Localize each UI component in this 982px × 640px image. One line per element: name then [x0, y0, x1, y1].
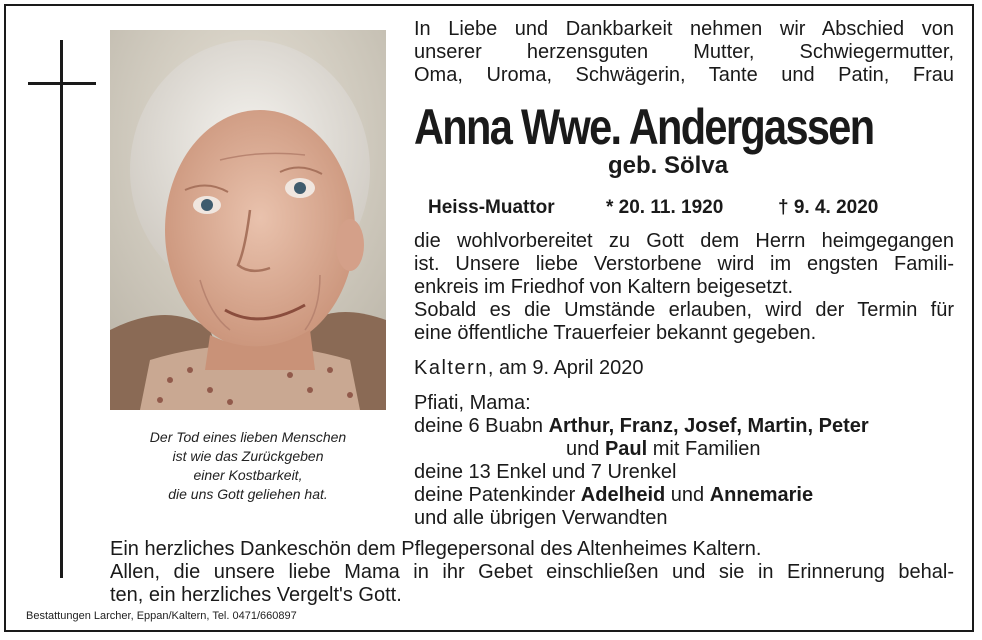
quote-line: einer Kostbarkeit,	[193, 467, 303, 483]
thanks-line: Allen, die unsere liebe Mama in ihr Gebet einschließen und sie in Erinnerung behal-	[110, 561, 954, 583]
nickname: Heiss-Muattor	[428, 197, 555, 218]
intro-text	[414, 18, 954, 87]
portrait-photo	[110, 30, 386, 410]
place-date	[414, 357, 644, 380]
family-line-sons	[414, 415, 954, 438]
memorial-quote	[110, 428, 386, 504]
body-line: enkreis im Friedhof von Kaltern beigesetzt.	[414, 276, 794, 298]
thanks-line: Ein herzliches Dankeschön dem Pflegepersonal des Altenheimes Kaltern.	[110, 538, 762, 560]
intro-line: unserer herzensguten Mutter, Schwiegermutter,	[414, 41, 954, 63]
dates-row	[428, 196, 928, 220]
sons2-suffix: mit Familien	[647, 438, 761, 460]
body-line: Sobald es die Umstände erlauben, wird der Termin für	[414, 299, 954, 321]
quote-line: ist wie das Zurückgeben	[172, 448, 324, 464]
thanks-text	[110, 538, 954, 607]
sons2-prefix: und	[566, 438, 605, 460]
godchildren-prefix: deine Patenkinder	[414, 484, 581, 506]
quote-line: die uns Gott geliehen hat.	[168, 486, 328, 502]
deceased-name: Anna Wwe. Andergassen	[414, 99, 874, 155]
born-name: geb. Sölva	[608, 152, 729, 179]
place-name: Kaltern	[414, 357, 488, 379]
family-line-grandchildren: deine 13 Enkel und 7 Urenkel	[414, 461, 677, 483]
family-list	[414, 392, 954, 530]
family-line-relatives: und alle übrigen Verwandten	[414, 507, 668, 529]
godchild-2: Annemarie	[709, 484, 814, 506]
body-line: eine öffentliche Trauerfeier bekannt gegeben.	[414, 322, 817, 344]
birth-date: * 20. 11. 1920	[606, 197, 724, 218]
body-line: die wohlvorbereitet zu Gott dem Herrn heimgegangen	[414, 230, 954, 252]
godchild-1: Adelheid	[580, 484, 666, 506]
death-date: † 9. 4. 2020	[778, 197, 879, 218]
announcement-body	[414, 230, 954, 345]
godchildren-and: und	[665, 484, 710, 506]
intro-line: Oma, Uroma, Schwägerin, Tante und Patin, Frau	[414, 64, 954, 86]
intro-line: In Liebe und Dankbarkeit nehmen wir Abschied von	[414, 18, 954, 40]
greeting: Pfiati, Mama:	[414, 392, 531, 414]
sons-prefix: deine 6 Buabn	[414, 415, 549, 437]
thanks-line: ten, ein herzliches Vergelt's Gott.	[110, 584, 402, 606]
family-line-sons2	[414, 438, 954, 461]
sons2-name: Paul	[604, 438, 648, 460]
family-line-godchildren	[414, 484, 954, 507]
quote-line: Der Tod eines lieben Menschen	[149, 429, 347, 445]
funeral-home-footer: Bestattungen Larcher, Eppan/Kaltern, Tel. 0471/660897	[26, 610, 297, 622]
body-line: ist. Unsere liebe Verstorbene wird im engsten Famili-	[414, 253, 954, 275]
date-text: , am 9. April 2020	[487, 357, 644, 379]
cross-icon-vertical	[60, 40, 63, 578]
sons-names: Arthur, Franz, Josef, Martin, Peter	[548, 415, 869, 437]
cross-icon-horizontal	[28, 82, 96, 85]
